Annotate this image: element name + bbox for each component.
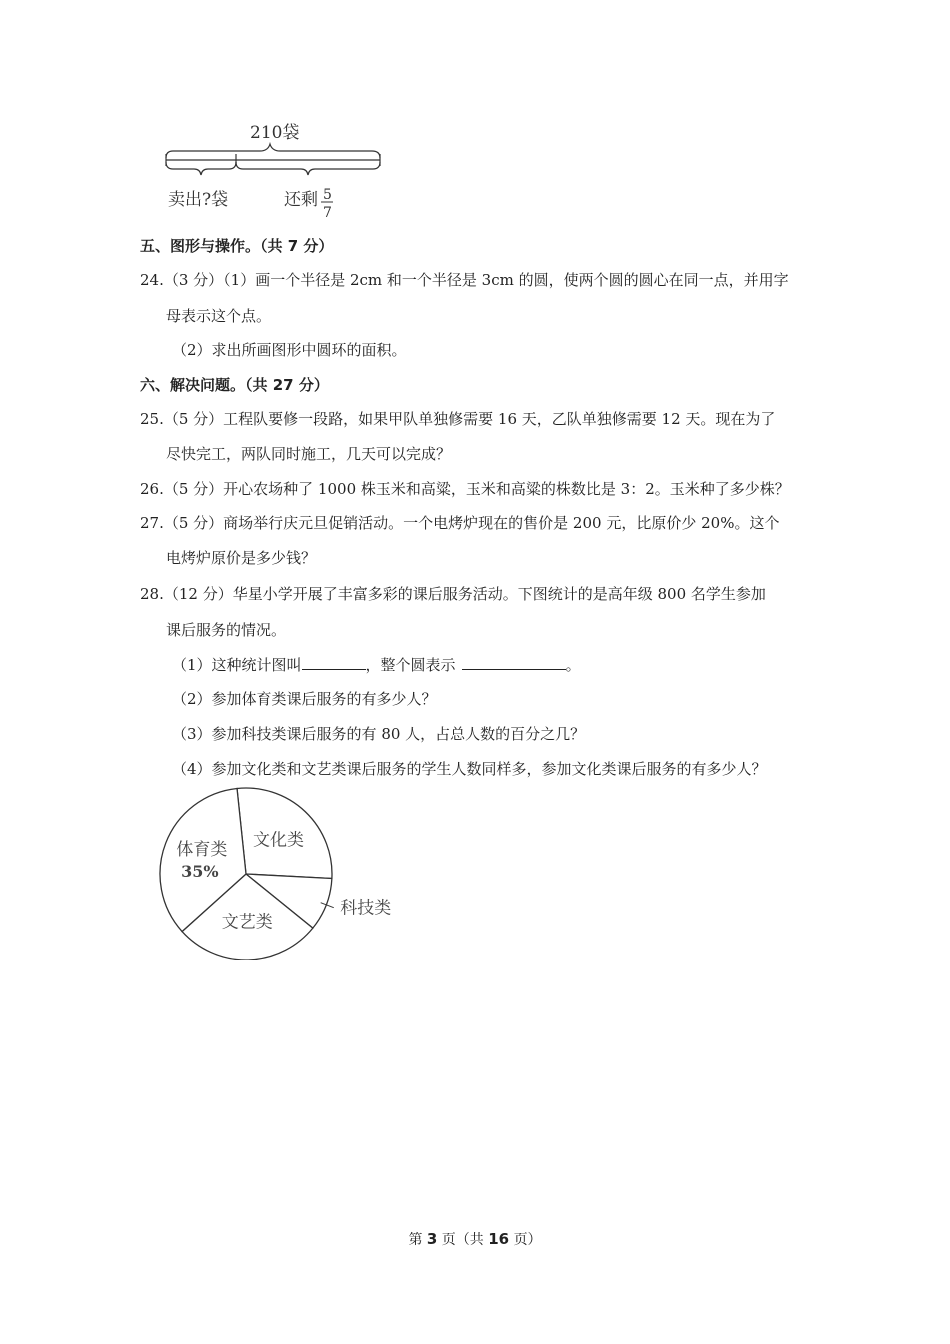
footer-suffix: 页）: [513, 1232, 542, 1248]
q24-line1: 24.（3 分）（1）画一个半径是 2cm 和一个半径是 3cm 的圆，使两个圆的圆心在同一点，并用字: [140, 271, 789, 289]
pie-percent-0: 35%: [181, 862, 219, 882]
q24-sub2: （2）求出所画图形中圆环的面积。: [172, 341, 407, 359]
answer-blank-1[interactable]: [302, 655, 366, 670]
fraction-numerator: 5: [323, 187, 332, 203]
q27-line1: 27.（5 分）商场举行庆元旦促销活动。一个电烤炉现在的售价是 200 元，比原价少 20%。这个: [140, 514, 780, 532]
q27-line2: 电烤炉原价是多少钱？: [166, 549, 317, 567]
pie-label-2: 科技类: [340, 898, 392, 919]
footer-total-pages: 16: [488, 1230, 510, 1248]
q28-sub4: （4）参加文化类和文艺类课后服务的学生人数同样多，参加文化类课后服务的有多少人？: [172, 760, 767, 778]
fraction-denominator: 7: [323, 205, 332, 221]
q28-sub1-part-c: 。: [565, 656, 581, 674]
q24-line2: 母表示这个点。: [166, 307, 272, 325]
sold-brace: [166, 162, 236, 175]
pie-chart: [150, 780, 410, 960]
q28-sub1: [172, 655, 581, 675]
q28-sub3: （3）参加科技类课后服务的有 80 人，占总人数的百分之几？: [172, 725, 586, 743]
q28-line1: 28.（12 分）华星小学开展了丰富多彩的课后服务活动。下图统计的是高年级 800 名学生参加: [140, 585, 766, 603]
remain-label: 还剩: [284, 190, 318, 210]
top-brace: [166, 144, 380, 158]
page-footer: [0, 1229, 950, 1249]
q28-line2: 课后服务的情况。: [166, 621, 287, 639]
q25-line1: 25.（5 分）工程队要修一段路，如果甲队单独修需要 16 天，乙队单独修需要 12 天。现在为了: [140, 410, 776, 428]
bar-total-label: 210袋: [250, 123, 300, 143]
q28-sub1-part-a: （1）这种统计图叫: [172, 656, 302, 674]
q28-sub1-part-b: ，整个圆表示: [365, 656, 456, 674]
q26-line1: 26.（5 分）开心农场种了 1000 株玉米和高粱，玉米和高粱的株数比是 3：2。玉米种了多少株？: [140, 480, 790, 498]
answer-blank-2[interactable]: [462, 655, 566, 670]
section6-title: 六、解决问题。（共 27 分）: [140, 376, 329, 394]
section5-title: 五、图形与操作。（共 7 分）: [140, 237, 334, 255]
footer-middle: 页（共: [441, 1232, 484, 1248]
pie-label-3: 文艺类: [221, 912, 273, 933]
pie-label-0: 体育类: [176, 840, 228, 861]
pie-label-1: 文化类: [253, 830, 305, 851]
bar-diagram: [160, 118, 400, 222]
sold-label: 卖出?袋: [168, 190, 229, 210]
q28-sub2: （2）参加体育类课后服务的有多少人？: [172, 690, 437, 708]
remain-brace: [236, 162, 380, 175]
q25-line2: 尽快完工，两队同时施工，几天可以完成？: [166, 445, 452, 463]
footer-page-number: 3: [426, 1230, 438, 1248]
footer-prefix: 第: [408, 1232, 423, 1248]
